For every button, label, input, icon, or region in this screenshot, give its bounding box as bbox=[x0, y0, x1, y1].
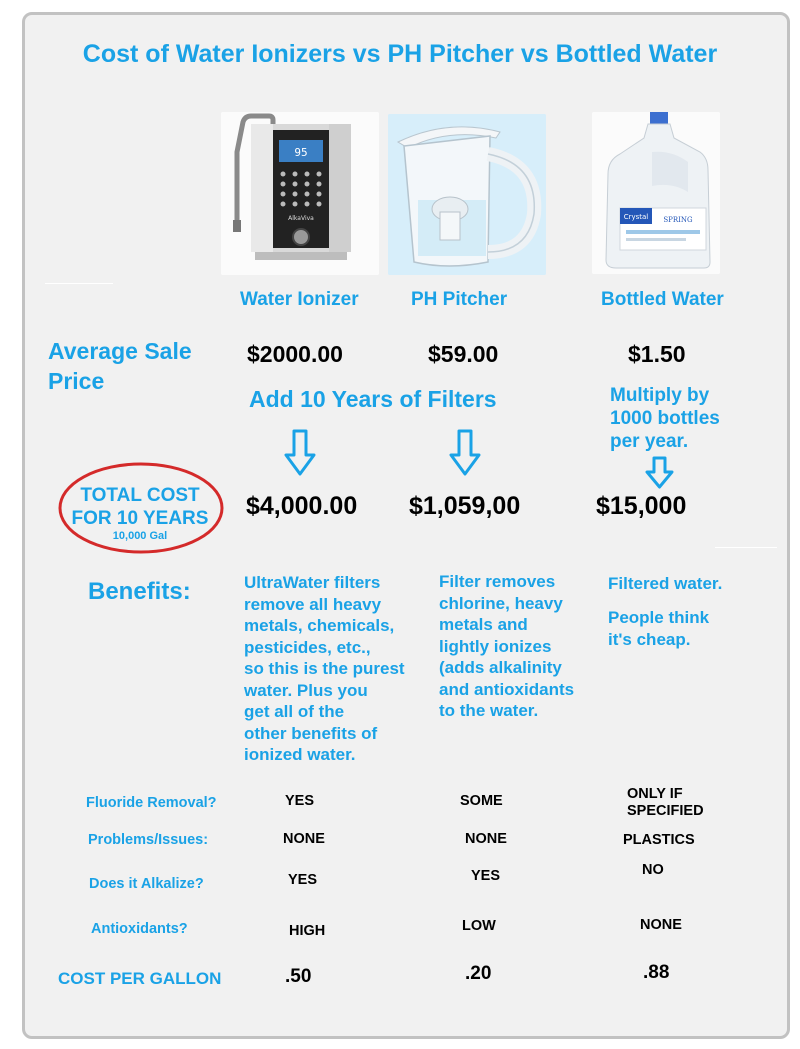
bottled-cost-per-gallon: .88 bbox=[643, 962, 670, 983]
benefit-line: ionized water. bbox=[244, 745, 356, 764]
bottled-alkalize-value: NO bbox=[642, 862, 664, 878]
pitcher-price: $59.00 bbox=[428, 341, 499, 367]
ph-pitcher-image bbox=[388, 114, 546, 275]
ionizer-total: $4,000.00 bbox=[246, 492, 358, 520]
pitcher-antioxidants-value: LOW bbox=[462, 918, 496, 934]
benefit-line: so this is the purest bbox=[244, 659, 405, 678]
ph-pitcher-label: PH Pitcher bbox=[411, 289, 508, 310]
multiply-line1: Multiply by bbox=[610, 385, 710, 406]
multiply-note bbox=[610, 384, 720, 453]
benefit-line: pesticides, etc., bbox=[244, 637, 371, 657]
value-line: ONLY IF bbox=[627, 786, 683, 802]
water-ionizer-image bbox=[221, 112, 379, 275]
benefit-line: (adds alkalinity bbox=[439, 658, 562, 677]
ionizer-price: $2000.00 bbox=[247, 341, 343, 367]
ionizer-antioxidants-value: HIGH bbox=[289, 923, 326, 939]
total-cost-line2: FOR 10 YEARS bbox=[71, 508, 209, 529]
total-cost-gallons: 10,000 Gal bbox=[112, 530, 168, 542]
benefit-line: other benefits of bbox=[244, 723, 378, 743]
pitcher-cost-per-gallon: .20 bbox=[465, 963, 492, 984]
bottled-problems-value: PLASTICS bbox=[623, 832, 695, 848]
value-line: SPECIFIED bbox=[627, 803, 704, 819]
alkalize-label: Does it Alkalize? bbox=[89, 876, 204, 892]
benefit-line: to the water. bbox=[439, 701, 539, 720]
benefit-line: metals and bbox=[439, 615, 528, 634]
multiply-line3: per year. bbox=[610, 431, 689, 452]
benefit-line: Filter removes bbox=[439, 572, 556, 591]
multiply-line2: 1000 bottles bbox=[610, 408, 720, 429]
cost-per-gallon-label: COST PER GALLON bbox=[58, 969, 222, 988]
bottled-price: $1.50 bbox=[628, 341, 686, 367]
ionizer-problems-value: NONE bbox=[283, 831, 325, 847]
total-cost-line1: TOTAL COST bbox=[80, 485, 200, 506]
pitcher-total: $1,059,00 bbox=[409, 492, 521, 520]
divider-line bbox=[45, 283, 113, 284]
bottled-benefit-1: Filtered water. bbox=[608, 574, 723, 593]
svg-text:AlkaViva: AlkaViva bbox=[288, 215, 314, 222]
pitcher-problems-value: NONE bbox=[465, 831, 507, 847]
benefits-heading: Benefits: bbox=[88, 578, 191, 605]
down-arrow-icon bbox=[284, 429, 316, 477]
ionizer-alkalize-value: YES bbox=[288, 872, 318, 888]
average-sale-price-line1: Average Sale bbox=[48, 338, 192, 364]
benefit-line: it's cheap. bbox=[608, 629, 691, 649]
ionizer-cost-per-gallon: .50 bbox=[285, 966, 312, 987]
water-ionizer-label: Water Ionizer bbox=[240, 289, 359, 310]
total-cost-label bbox=[60, 484, 220, 543]
fluoride-removal-label: Fluoride Removal? bbox=[86, 795, 217, 811]
ionizer-benefits bbox=[244, 572, 405, 766]
down-arrow-icon bbox=[449, 429, 481, 477]
pitcher-fluoride-value: SOME bbox=[460, 793, 503, 809]
antioxidants-label: Antioxidants? bbox=[91, 921, 188, 937]
page-title: Cost of Water Ionizers vs PH Pitcher vs Bottled Water bbox=[82, 40, 718, 68]
average-sale-price-label bbox=[48, 336, 192, 396]
svg-text:Crystal: Crystal bbox=[623, 213, 649, 221]
benefit-line: People think bbox=[608, 608, 710, 627]
benefit-line: and antioxidants bbox=[439, 679, 575, 699]
pitcher-alkalize-value: YES bbox=[471, 868, 501, 884]
average-sale-price-line2: Price bbox=[48, 368, 105, 394]
svg-text:95: 95 bbox=[294, 146, 308, 159]
problems-issues-label: Problems/Issues: bbox=[88, 832, 209, 848]
down-arrow-icon bbox=[645, 456, 675, 490]
benefit-line: water. Plus you bbox=[244, 680, 368, 700]
benefit-line: chlorine, heavy bbox=[439, 593, 563, 613]
benefit-line: get all of the bbox=[244, 702, 345, 721]
svg-text:SPRING: SPRING bbox=[663, 216, 693, 224]
benefit-line: metals, chemicals, bbox=[244, 616, 395, 635]
benefit-line: lightly ionizes bbox=[439, 636, 552, 656]
bottled-benefit-2 bbox=[608, 607, 709, 650]
ionizer-fluoride-value: YES bbox=[285, 793, 315, 809]
bottled-water-image bbox=[592, 112, 720, 274]
bottled-total: $15,000 bbox=[596, 492, 687, 520]
pitcher-benefits bbox=[439, 571, 574, 722]
add-filters-label: Add 10 Years of Filters bbox=[249, 386, 497, 412]
bottled-antioxidants-value: NONE bbox=[640, 917, 682, 933]
bottled-fluoride-value bbox=[627, 786, 704, 820]
divider-line bbox=[715, 547, 777, 548]
benefit-line: remove all heavy bbox=[244, 594, 382, 614]
benefit-line: UltraWater filters bbox=[244, 573, 381, 592]
bottled-water-label: Bottled Water bbox=[601, 289, 724, 310]
